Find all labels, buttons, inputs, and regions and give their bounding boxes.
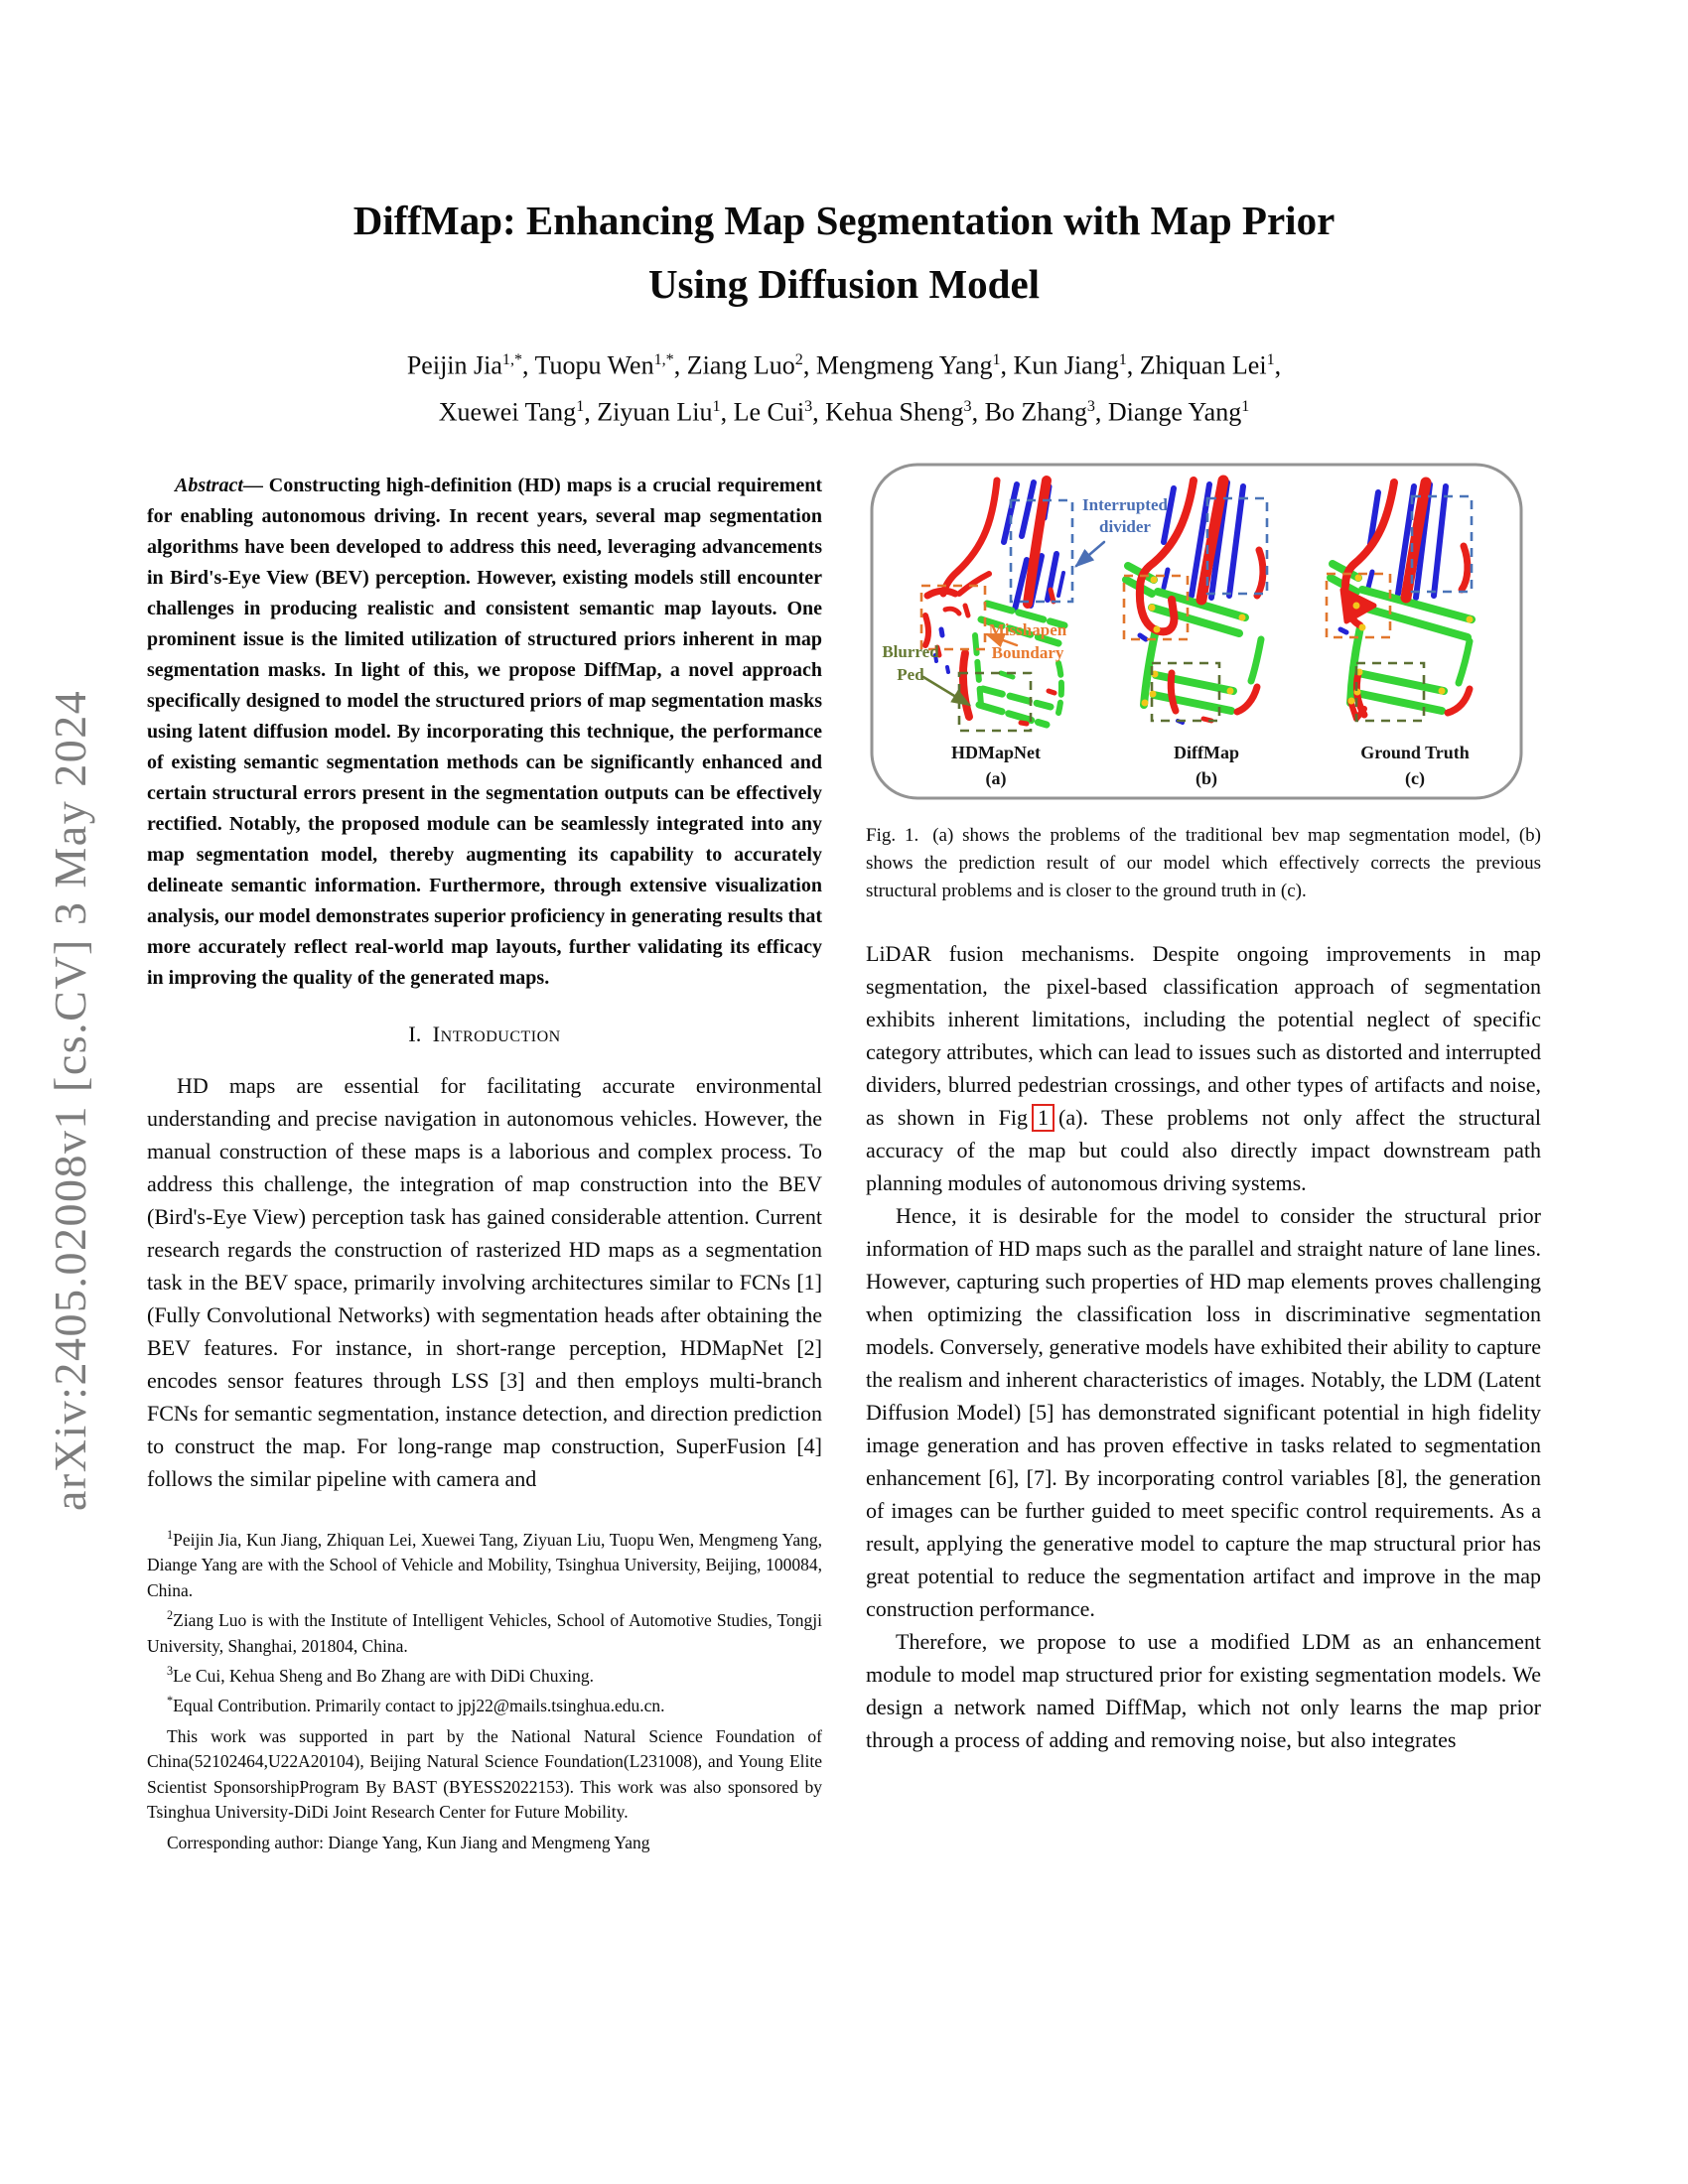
annotation-blurred-ped: Blurred bbox=[882, 642, 939, 661]
footnote-block bbox=[147, 1523, 822, 1855]
footnote-text: Corresponding author: Diange Yang, Kun Jiang and Mengmeng Yang bbox=[167, 1832, 650, 1852]
author-affiliation-superscript: 1 bbox=[1241, 397, 1250, 415]
annotation-blurred-ped: Ped bbox=[897, 665, 924, 684]
author-name: Tuopu Wen bbox=[534, 350, 654, 380]
footnote-text: Le Cui, Kehua Sheng and Bo Zhang are with DiDi Chuxing. bbox=[173, 1665, 594, 1686]
footnote-text: This work was supported in part by the National Natural Science Foundation of China(52102464,U22A20104), Beijing Natural Science Foundation(L231008), and Young Elite Scientist SponsorshipProgram By BAST (BYESS2022153). This work was also sponsored by Tsinghua University-DiDi Joint Research Center for Future Mobility. bbox=[147, 1725, 822, 1823]
author-affiliation-superscript: 3 bbox=[963, 397, 972, 415]
author-separator: , bbox=[1000, 350, 1014, 380]
panel-a-tag: (a) bbox=[985, 768, 1007, 788]
panel-b-tag: (b) bbox=[1196, 768, 1217, 788]
introduction-paragraph: HD maps are essential for facilitating accurate environmental understanding and precise navigation in autonomous vehicles. However, the manual construction of these maps is a laborious and complex process. To address this challenge, the integration of map construction into the BEV (Bird's-Eye View) perception task has gained considerable attention. Current research regards the construction of rasterized HD maps as a segmentation task in the BEV space, primarily involving architectures similar to FCNs [1] (Fully Convolutional Networks) with segmentation heads after obtaining the BEV features. For instance, in short-range perception, HDMapNet [2] encodes sensor features through LSS [3] and then employs multi-branch FCNs for semantic segmentation, instance detection, and direction prediction to construct the map. For long-range map construction, SuperFusion [4] follows the similar pipeline with camera and bbox=[147, 1073, 822, 1491]
author-line-1 bbox=[0, 340, 1688, 386]
author-separator: , bbox=[1274, 350, 1282, 380]
author-separator: , bbox=[802, 350, 816, 380]
author-name: Le Cui bbox=[733, 397, 805, 427]
author-separator: , bbox=[1094, 397, 1108, 427]
paper-title-line2: Using Diffusion Model bbox=[647, 261, 1041, 307]
author-separator: , bbox=[720, 397, 734, 427]
author-name: Diange Yang bbox=[1107, 397, 1242, 427]
footnote-text: Ziang Luo is with the Institute of Intelligent Vehicles, School of Automotive Studies, Tongji University, Shanghai, 201804, China. bbox=[147, 1610, 822, 1656]
author-affiliation-superscript: 1 bbox=[712, 397, 721, 415]
author-separator: , bbox=[1126, 350, 1140, 380]
footnote-marker: 1 bbox=[167, 1528, 174, 1542]
paragraph-text: LiDAR fusion mechanisms. Despite ongoing improvements in map segmentation, the pixel-based classification approach of segmentation exhibits inherent limitations, including the potential neglect of specific category attributes, which can lead to issues such as distorted and interrupted dividers, blurred pedestrian crossings, and other types of artifacts and noise, as shown in Fig bbox=[866, 941, 1541, 1130]
annotation-interrupted-divider: divider bbox=[1099, 517, 1151, 536]
author-affiliation-superscript: 1,* bbox=[501, 351, 523, 368]
author-affiliation-superscript: 2 bbox=[794, 351, 803, 368]
panel-c-tag: (c) bbox=[1405, 768, 1425, 788]
panel-b-label: DiffMap bbox=[1174, 743, 1239, 762]
author-name: Ziang Luo bbox=[686, 350, 795, 380]
author-name: Xuewei Tang bbox=[438, 397, 577, 427]
footnote bbox=[147, 1659, 822, 1689]
footnote bbox=[147, 1689, 822, 1718]
abstract bbox=[147, 471, 822, 994]
arxiv-watermark: arXiv:2405.02008v1 [cs.CV] 3 May 2024 bbox=[45, 689, 95, 1511]
body-paragraph bbox=[866, 937, 1541, 1199]
footnote-text: Peijin Jia, Kun Jiang, Zhiquan Lei, Xuewei Tang, Ziyuan Liu, Tuopu Wen, Mengmeng Yang, Diange Yang are with the School of Vehicle and Mobility, Tsinghua University, Beijing, 100084, China. bbox=[147, 1529, 822, 1600]
paper-title-line1: DiffMap: Enhancing Map Segmentation with Map Prior bbox=[352, 198, 1336, 243]
paper-title bbox=[0, 189, 1688, 316]
author-affiliation-superscript: 1 bbox=[576, 397, 585, 415]
footnote bbox=[147, 1603, 822, 1659]
section-heading-introduction bbox=[147, 1022, 822, 1047]
panel-c-label: Ground Truth bbox=[1360, 743, 1470, 762]
author-separator: , bbox=[522, 350, 535, 380]
section-title: Introduction bbox=[432, 1022, 561, 1046]
abstract-text: — Constructing high-definition (HD) maps is a crucial requirement for enabling autonomous driving. In recent years, several map segmentation algorithms have been developed to address this need, leveraging advancements in Bird's-Eye View (BEV) perception. However, existing models still encounter challenges in producing realistic and consistent semantic map layouts. One prominent issue is the limited utilization of structured priors inherent in map segmentation masks. In light of this, we propose DiffMap, a novel approach specifically designed to model the structured priors of map segmentation masks using latent diffusion model. By incorporating this technique, the performance of existing semantic segmentation methods can be significantly enhanced and certain structural errors present in the segmentation outputs can be effectively rectified. Notably, the proposed module can be seamlessly integrated into any map segmentation model, thereby augmenting its capability to accurately delineate semantic information. Furthermore, through extensive visualization analysis, our model demonstrates superior proficiency in generating results that more accurately reflect real-world map layouts, further validating its efficacy in improving the quality of the generated maps. bbox=[147, 475, 822, 989]
author-list bbox=[0, 340, 1688, 432]
author-line-2 bbox=[0, 386, 1688, 433]
footnote bbox=[147, 1523, 822, 1603]
panel-a-label: HDMapNet bbox=[951, 743, 1041, 762]
author-affiliation-superscript: 1,* bbox=[653, 351, 674, 368]
author-separator: , bbox=[584, 397, 598, 427]
figure-caption-text: (a) shows the problems of the traditional bev map segmentation model, (b) shows the prediction result of our model which effectively corrects the previous structural problems and is closer to the ground truth in (c). bbox=[866, 825, 1541, 901]
footnote-marker: 3 bbox=[167, 1664, 174, 1679]
footnote bbox=[147, 1719, 822, 1826]
figure-caption bbox=[866, 822, 1541, 905]
author-name: Kehua Sheng bbox=[825, 397, 964, 427]
author-name: Ziyuan Liu bbox=[597, 397, 713, 427]
author-separator: , bbox=[812, 397, 826, 427]
footnote-marker: 2 bbox=[167, 1608, 174, 1623]
section-number: I. bbox=[408, 1022, 422, 1046]
footnote-text: Equal Contribution. Primarily contact to jpj22@mails.tsinghua.edu.cn. bbox=[173, 1696, 665, 1716]
author-affiliation-superscript: 1 bbox=[1266, 351, 1275, 368]
left-column bbox=[147, 471, 822, 1855]
body-paragraph: Therefore, we propose to use a modified LDM as an enhancement module to model map structured prior for existing segmentation models. We design a network named DiffMap, which not only learns the map prior through a process of adding and removing noise, but also integrates bbox=[866, 1629, 1541, 1752]
figure-caption-tag: Fig. 1. bbox=[866, 825, 919, 846]
footnote bbox=[147, 1826, 822, 1855]
figure-1 bbox=[866, 459, 1541, 804]
paragraph-text: (a). These problems not only affect the structural accuracy of the map but could also directly impact downstream path planning modules of autonomous driving systems. bbox=[866, 1105, 1541, 1195]
author-separator: , bbox=[673, 350, 687, 380]
author-name: Mengmeng Yang bbox=[815, 350, 993, 380]
figure-1-image bbox=[866, 459, 1541, 804]
author-name: Kun Jiang bbox=[1013, 350, 1119, 380]
figure-1-reference-link[interactable]: 1 bbox=[1032, 1104, 1055, 1132]
body-paragraph: Hence, it is desirable for the model to consider the structural prior information of HD maps such as the parallel and straight nature of lane lines. However, capturing such properties of HD map elements proves challenging when optimizing the classification loss in discriminative segmentation models. Conversely, generative models have exhibited their ability to capture the realism and inherent characteristics of images. Notably, the LDM (Latent Diffusion Model) [5] has demonstrated significant potential in high fidelity image generation and has proven effective in tasks related to segmentation enhancement [6], [7]. By incorporating control variables [8], the generation of images can be further guided to meet specific control requirements. As a result, applying the generative model to capture the map structural prior has great potential to reduce the segmentation artifact and improve in the map construction performance. bbox=[866, 1203, 1541, 1621]
author-name: Bo Zhang bbox=[984, 397, 1087, 427]
author-affiliation-superscript: 3 bbox=[1086, 397, 1095, 415]
author-name: Zhiquan Lei bbox=[1139, 350, 1267, 380]
footnote-marker: * bbox=[167, 1694, 174, 1708]
annotation-interrupted-divider: Interrupted bbox=[1082, 495, 1168, 514]
author-separator: , bbox=[971, 397, 985, 427]
annotation-misshapen-boundary: Boundary bbox=[991, 643, 1064, 662]
abstract-label: Abstract bbox=[175, 475, 243, 496]
author-affiliation-superscript: 1 bbox=[1118, 351, 1127, 368]
annotation-misshapen-boundary: Misshapen bbox=[988, 620, 1067, 639]
author-affiliation-superscript: 1 bbox=[992, 351, 1001, 368]
author-affiliation-superscript: 3 bbox=[804, 397, 813, 415]
author-name: Peijin Jia bbox=[406, 350, 502, 380]
right-column bbox=[866, 459, 1541, 1756]
